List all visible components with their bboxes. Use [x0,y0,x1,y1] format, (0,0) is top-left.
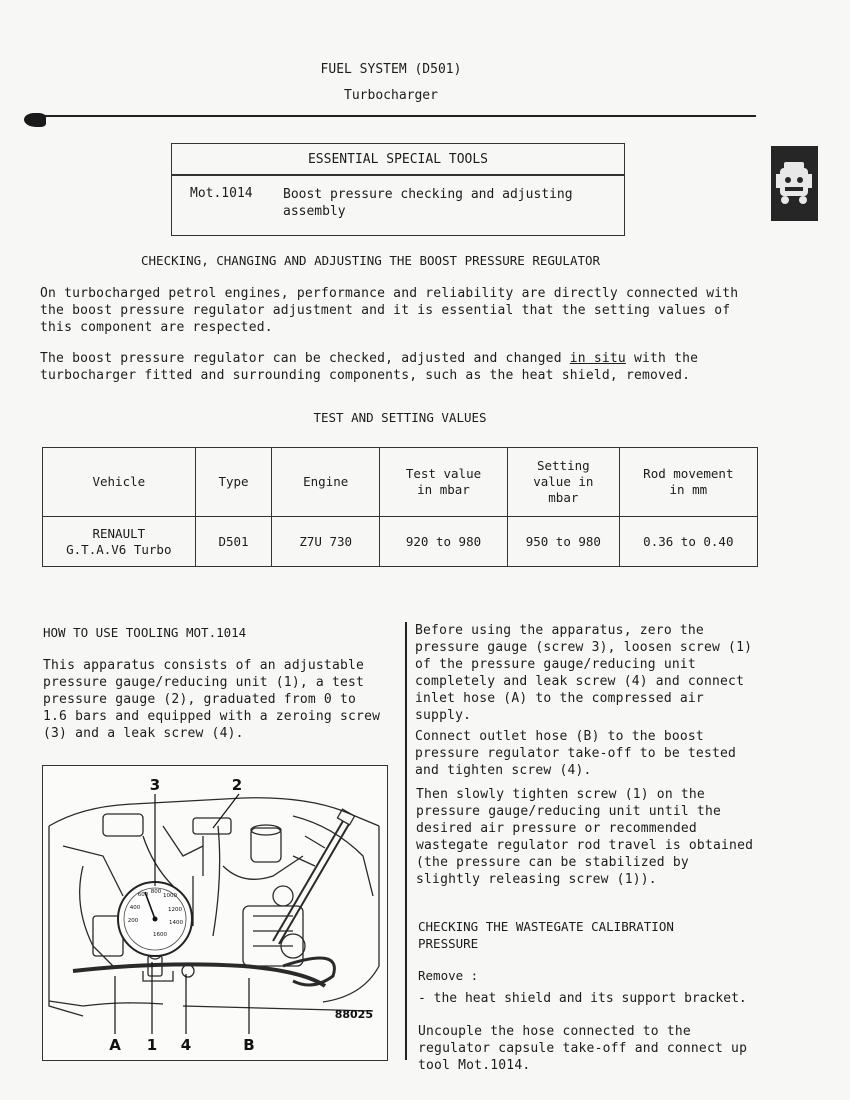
intro-p2-text-end: with the turbocharger fitted and surrounding components, such as the heat shield, removed. [40,351,699,383]
intro-paragraph-1: On turbocharged petrol engines, performance and reliability are directly connected with the boost pressure regulator adjustment and it is essential that the setting values of this component are respected. [40,286,739,335]
column-divider [405,622,407,1060]
binding-mark [24,113,46,127]
callout-4: 4 [180,1036,192,1054]
right-paragraph-4: Uncouple the hose connected to the regulator capsule take-off and connect up tool Mot.1014. [418,1024,748,1073]
table-cell-vehicle: RENAULT G.T.A.V6 Turbo [43,517,196,567]
intro-p2-in-situ: in situ [569,351,626,366]
tool-code: Mot.1014 [190,186,253,201]
table-header-test-value: Test value in mbar [379,448,507,517]
tooling-heading: HOW TO USE TOOLING MOT.1014 [43,625,247,640]
callout-3: 3 [149,776,161,794]
table-header-vehicle: Vehicle [43,448,196,517]
gauge-label-1400: 1400 [169,920,183,926]
table-row [43,517,758,567]
callout-A: A [109,1036,121,1054]
special-tools-heading: ESSENTIAL SPECIAL TOOLS [307,152,488,167]
gauge-label-1600: 1600 [153,932,167,938]
table-cell-test-value: 920 to 980 [379,517,507,567]
table-header-setting-value: Setting value in mbar [508,448,620,517]
callout-B: B [243,1036,255,1054]
tooling-figure [42,765,388,1061]
right-paragraph-1: Before using the apparatus, zero the pressure gauge (screw 3), loosen screw (1) of the pressure gauge/reducing unit completely and leak screw (4) and connect inlet hose (A) to the compressed air supply. [415,623,753,723]
callout-1: 1 [146,1036,158,1054]
right-paragraph-2: Connect outlet hose (B) to the boost pressure regulator take-off to be tested and tighten screw (4). [415,729,737,778]
right-paragraph-3: Then slowly tighten screw (1) on the pressure gauge/reducing unit until the desired air pressure or recommended wastegate regulator rod travel is obtained (the pressure can be stabilized by slightly releasing screw (1)). [416,787,754,887]
engine-section-tab-icon [771,146,818,221]
section-heading: CHECKING, CHANGING AND ADJUSTING THE BOOST PRESSURE REGULATOR [141,253,601,268]
gauge-label-1200: 1200 [168,907,182,913]
tooling-paragraph: This apparatus consists of an adjustable pressure gauge/reducing unit (1), a test pressure gauge (2), graduated from 0 to 1.6 bars and equipped with a zeroing screw (3) and a leak screw (4). [43,658,381,741]
table-cell-rod-movement: 0.36 to 0.40 [619,517,757,567]
table-header-row [43,448,758,517]
remove-item: - the heat shield and its support bracket. [418,991,747,1006]
intro-p2-text-start: The boost pressure regulator can be checked, adjusted and changed [40,351,570,366]
table-cell-setting-value: 950 to 980 [508,517,620,567]
intro-paragraph-2 [40,350,740,384]
engine-bay-illustration [43,766,387,1060]
gauge-label-400: 400 [129,905,141,911]
table-header-type: Type [195,448,272,517]
tool-description: Boost pressure checking and adjusting assembly [283,187,573,219]
page-subtitle: Turbocharger [344,88,438,103]
table-header-rod-movement: Rod movement in mm [619,448,757,517]
test-table-title: TEST AND SETTING VALUES [313,410,487,425]
table-cell-engine: Z7U 730 [272,517,380,567]
header-rule [30,115,756,117]
test-values-table [42,447,758,567]
table-header-engine: Engine [272,448,380,517]
wastegate-heading: CHECKING THE WASTEGATE CALIBRATION PRESSURE [418,919,674,951]
remove-label: Remove : [418,968,479,983]
gauge-label-200: 200 [127,918,139,924]
special-tools-box [171,143,625,236]
table-cell-type: D501 [195,517,272,567]
page-title: FUEL SYSTEM (D501) [320,62,462,77]
gauge-label-600: 600 [137,892,149,898]
gauge-label-1000: 1000 [163,893,177,899]
figure-number: 88025 [334,1008,373,1021]
special-tools-divider [172,174,624,176]
callout-2: 2 [231,776,243,794]
gauge-label-800: 800 [150,889,162,895]
